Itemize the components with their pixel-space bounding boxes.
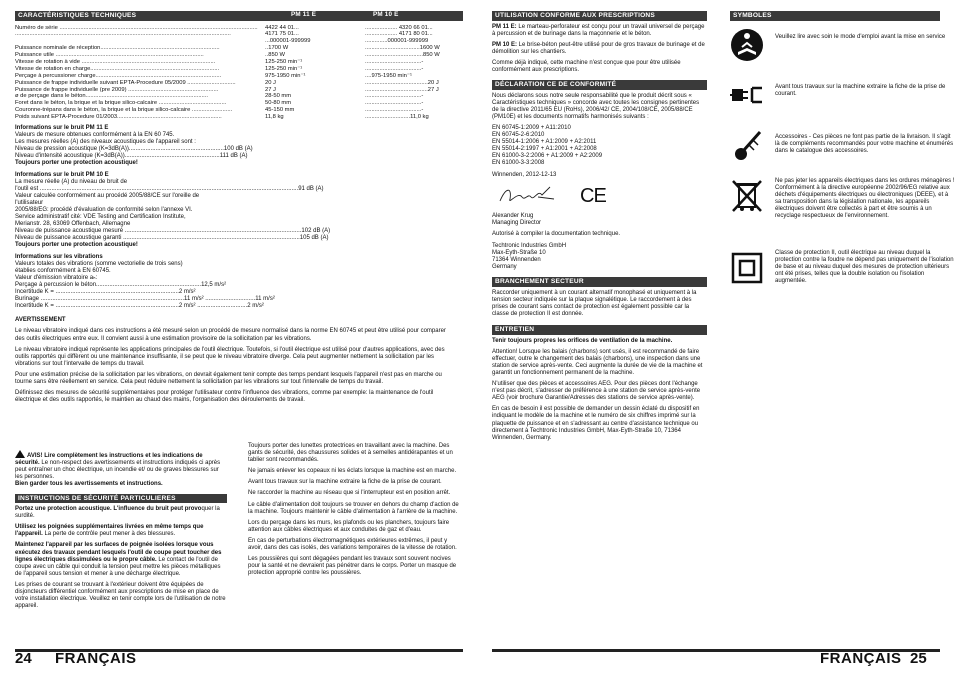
- spec-cell-l: Vitesse de rotation à vide ...................................................................................: [15, 58, 216, 65]
- spec-cell-v2: ...................................-: [365, 58, 424, 65]
- vibration-values: [15, 261, 463, 311]
- technical-data-section: [15, 11, 463, 404]
- use-para-2-text: Le brise-béton peut-être utilisé pour de gros travaux de burinage et de démolition sur les chantiers.: [492, 41, 705, 55]
- use-para-1: [492, 24, 707, 38]
- spec-cell-l: ø de perçage dans le béton............................................................................: [15, 93, 208, 100]
- spec-cell-l: Puissance de frappe individuelle suivant EPTA-Procedure 05/2009 ..............................: [15, 79, 236, 86]
- use-para-2-model: PM 10 E:: [492, 41, 518, 48]
- page-number: 25: [910, 650, 927, 667]
- keep-instructions: Bien garder tous les avertissements et instructions.: [15, 481, 163, 488]
- spec-row: [15, 45, 463, 52]
- vib-line: Incertitude K = ..........................................................................2 m/s²: [15, 289, 196, 296]
- n10-line: La mesure réelle (A) du niveau de bruit de: [15, 178, 128, 185]
- symbols-header: SYMBOLES: [730, 11, 940, 21]
- safety-para-1-bold: Portez une protection acoustique. L'influence du bruit peut provo: [15, 506, 202, 513]
- spec-row: [15, 100, 463, 107]
- left-footer: [15, 650, 463, 667]
- safety-para-2-bold: Utilisez les poignées supplémentaires livrées en même temps que l'appareil.: [15, 524, 204, 538]
- symbol-text-unplug: Avant tous travaux sur la machine extraire la fiche de la prise de courant.: [775, 84, 946, 97]
- n10-line: Service administratif cité: VDE Testing and Certification Institute,: [15, 214, 186, 221]
- safety-paragraph: Toujours porter des lunettes protectrices en travaillant avec la machine. Des gants de sécurité, des chaussures solides et à semelles antidérapantes et un tablier sont recommandés.: [248, 443, 453, 464]
- spec-row: [15, 73, 463, 80]
- maintenance-header: ENTRETIEN: [492, 325, 707, 335]
- spec-row: [15, 93, 463, 100]
- safety-paragraph: Avant tous travaux sur la machine extraire la fiche de la prise de courant.: [248, 479, 442, 486]
- spec-cell-l: Perçage à percussioner charge..............................................................................: [15, 72, 222, 79]
- column-pm11e: PM 11 E: [291, 11, 317, 18]
- spec-cell-v1: 11,8 kg: [265, 114, 284, 121]
- n11-line: Valeurs de mesure obtenues conformément à la EN 60 745.: [15, 132, 175, 139]
- spec-cell-v1: 20 J: [265, 79, 276, 86]
- warning-paragraph: Le niveau vibratoire indiqué représente les applications principales de l'outil électrique. Toutefois, si l'outil électrique est utilisé pour d'autres applications, avec des outils rapportés qui diffèrent ou une maintenance insuffisante, il se peut que le niveau vibratoire diverge. Cela peut augmenter nettement la sollicitation par les vibrations sur tout l'intervalle de temps du travail.: [15, 346, 445, 367]
- right-page: [477, 0, 954, 677]
- section-title: CARACTÉRISTIQUES TECHNIQUES: [18, 12, 137, 19]
- symbol-text-accessory: Accessoires - Ces pièces ne font pas partie de la livraison. Il s'agit là de compléments recommandés pour votre machine et énumérés dans le catalogue des accessoires.: [775, 134, 954, 154]
- spec-cell-v1: ..1700 W: [265, 45, 289, 52]
- weee-bin-icon: [730, 179, 764, 213]
- spec-cell-v1: 4171 75 01...: [265, 31, 299, 38]
- noise-pm11e-warning: Toujours porter une protection acoustique!: [15, 160, 138, 167]
- maintenance-bold: Tenir toujours propres les orifices de ventilation de la machine.: [492, 337, 673, 344]
- spec-row: [15, 59, 463, 66]
- spec-cell-v2: ..............000001-999999: [365, 38, 429, 45]
- safety-para-3-bold: Maintenez l'appareil par les surfaces de poignée isolées lorsque vous exécutez des travaux pendant lesquels l'outil de coupe peut toucher des lignes électriques dissimulées ou le propre câble.: [15, 542, 222, 563]
- page-language: FRANÇAIS: [55, 650, 137, 667]
- warning-text: [15, 328, 455, 404]
- symbol-text-weee: Ne pas jeter les appareils électriques dans les ordures ménagères ! Conformément à la directive européenne 2002/96/EG relative aux déchets d'équipements électriques ou électroniques (DEEE), et à sa transposition dans la législation nationale, les appareils électriques doivent être collectés à part et être soumis à un recyclage respectueux de l'environnement.: [775, 178, 954, 219]
- vib-line: Valeur d'émission vibratoire aₕ:: [15, 274, 98, 281]
- addr-line: Germany: [492, 264, 517, 271]
- n10-line: Niveau de puissance acoustique mesuré ..........................................................................................................102 dB (A): [15, 228, 331, 235]
- safety-para-1: [15, 506, 227, 520]
- vib-line: Burinage ......................................................................................11 m/s² ..............................11 m/s²: [15, 296, 275, 303]
- n10-line: 2005/88/EG: procédé d'évaluation de conformité selon l'annexe VI.: [15, 207, 193, 213]
- company-address: [492, 243, 707, 271]
- n10-line: Merianstr. 28, 63069 Offenbach, Allemagne: [15, 221, 131, 228]
- n11-line: Niveau de pression acoustique (K=3dB(A)).........................................................100 dB (A): [15, 146, 253, 153]
- declaration-header: DÉCLARATION CE DE CONFORMITÉ: [492, 80, 707, 90]
- vibration-title: Informations sur les vibrations: [15, 253, 103, 260]
- use-para-2: [492, 42, 707, 56]
- spec-row: [15, 114, 463, 121]
- noise-pm10e-values: [15, 179, 463, 243]
- spec-cell-l: Vitesse de rotation en charge................................................................................: [15, 65, 220, 72]
- norms-line: EN 60745-2-6:2010: [492, 132, 545, 139]
- spec-cell-l: Puissance de frappe individuelle (pre 2009) ........................................................: [15, 86, 219, 93]
- spec-cell-v2: ...................................-: [365, 100, 424, 107]
- unplug-icon: [730, 78, 764, 112]
- safety-paragraph: Les poussières qui sont dégagées pendant les travaux sont souvent nocives pour la santé et ne devraient pas pénétrer dans le corps. Porter un masque de protection approprié contre les poussières.: [248, 556, 457, 577]
- spec-cell-v2: .......................................27 J: [365, 86, 439, 93]
- norms-line: EN 61000-3-3:2008: [492, 160, 545, 167]
- safety-header: INSTRUCTIONS DE SÉCURITÉ PARTICULIERES: [15, 494, 227, 504]
- safety-paragraph: Le câble d'alimentation doit toujours se trouver en dehors du champ d'action de la machine. Toujours maintenir le câble d'alimentation à l'arrière de la machine.: [248, 501, 459, 515]
- spec-cell-v2: ...................................-: [365, 107, 424, 114]
- safety-para-4: Les prises de courant se trouvant à l'extérieur doivent être équipées de disjoncteurs différentiel conformément aux prescriptions de mise en place de votre installation électrique. Veuillez en tenir compte lors de l'utilisation de notre appareil.: [15, 581, 226, 610]
- addr-line: 71364 Winnenden: [492, 257, 541, 264]
- safety-para-2: [15, 524, 227, 538]
- safety-paragraph: Lors du perçage dans les murs, les plafonds ou les planchers, toujours faire attention aux câbles électriques et aux conduites de gaz et d'eau.: [248, 519, 450, 533]
- spec-table: [15, 25, 463, 121]
- spec-cell-l: Puissance nominale de réception..........................................................................: [15, 45, 220, 52]
- spec-row: [15, 107, 463, 114]
- page-language: FRANÇAIS: [820, 650, 902, 667]
- class-ii-icon: [730, 251, 764, 285]
- declaration-text: Nous déclarons sous notre seule responsabilité que le produit décrit sous « Caractéristiques techniques » concorde avec toutes les consignes pertinentes de la directive 2011/65 EU (RoHs), 2006/42/ CE, 2004/108/CE, 2005/88/CE (PM10E) et les documents normatifs harmonisés suivants :: [492, 92, 700, 120]
- addr-line: Max-Eyth-Straße 10: [492, 249, 546, 256]
- noise-pm10e-title: Informations sur le bruit PM 10 E: [15, 171, 109, 178]
- spec-cell-v2: ....................................850 W: [365, 52, 440, 59]
- safety-paragraph: En cas de perturbations électromagnétiques extérieures extrêmes, il peut y avoir, dans des cas isolés, des variations temporaires de la vitesse de rotation.: [248, 537, 457, 552]
- n10-line: Niveau de puissance acoustique garanti ..........................................................................................................105 dB (A): [15, 235, 329, 242]
- noise-pm10e-warning: Toujours porter une protection acoustique!: [15, 242, 138, 249]
- safety-para-1-text: quer la surdité.: [15, 506, 220, 520]
- intended-use-header: UTILISATION CONFORME AUX PRESCRIPTIONS: [492, 11, 707, 21]
- spec-cell-v1: 125-250 min⁻¹: [265, 58, 303, 65]
- spec-cell-l: Poids suivant EPTA-Procedure 01/2003.................................................................: [15, 114, 222, 121]
- mains-connection-header: BRANCHEMENT SECTEUR: [492, 277, 707, 287]
- spec-cell-l: Puissance utile ............................................................................................: [15, 52, 204, 59]
- right-footer: [492, 650, 940, 667]
- symbol-text-manual: Veuillez lire avec soin le mode d'emploi avant la mise en service: [775, 34, 946, 40]
- spec-cell-v2: .................... 4320 66 01...: [365, 24, 433, 31]
- spec-cell-v1: 50-80 mm: [265, 100, 292, 107]
- spec-row: [15, 66, 463, 73]
- spec-cell-v2: ...................................-: [365, 65, 424, 72]
- general-warning-text: [15, 443, 227, 481]
- n10-line: Valeur calculée conformément au procédé 2005/88/CE sur l'oreille de: [15, 192, 200, 199]
- safety-paragraph: Ne jamais enlever les copeaux ni les éclats lorsque la machine est en marche.: [248, 468, 457, 475]
- norms-list: [492, 125, 707, 168]
- use-para-3: Comme déjà indiqué, cette machine n'est conçue que pour être utilisée conformément aux prescriptions.: [492, 59, 681, 73]
- spec-cell-v2: ............................11,0 kg: [365, 114, 429, 121]
- warning-body: Le non-respect des avertissements et instructions indiqués ci après peut entraîner un choc électrique, un incendie et/ ou de graves blessures sur les personnes.: [15, 460, 221, 481]
- warning-title: AVERTISSEMENT: [15, 317, 66, 324]
- spec-cell-v1: 4422 44 01...: [265, 24, 299, 31]
- warning-triangle-icon: [15, 450, 25, 458]
- spec-cell-v2: .................... 4171 80 01...: [365, 31, 433, 38]
- warning-bold: AVIS! Lire complètement les instructions et les indications de sécurité.: [15, 453, 203, 467]
- signature-image: [498, 183, 558, 209]
- ce-mark: CE: [580, 184, 606, 207]
- spec-row: [15, 25, 463, 32]
- spec-cell-l: ......................................................................................................................................: [15, 31, 231, 38]
- maintenance-paragraph: N'utiliser que des pièces et accessoires AEG. Pour des pièces dont l'échange n'est pas décrit, s'adresser de préférence à une station de service après-vente AEG (voir brochure Garantie/Adresses des stations de service après-vente).: [492, 381, 701, 402]
- spec-cell-v1: 125-250 min⁻¹: [265, 65, 303, 72]
- safety-para-3-text: Le contact de l'outil de coupe avec un câble qui conduit la tension peut mettre les pièces métalliques de l'appareil sous tension et mener à une décharge électrique.: [15, 556, 221, 577]
- spec-row: [15, 80, 463, 87]
- noise-pm11e-values: [15, 132, 463, 160]
- signer-authorization: Autorisé à compiler la documentation technique.: [492, 230, 621, 237]
- vib-line: Perçage à percussion le béton...............................................................12,5 m/s²: [15, 281, 227, 288]
- maintenance-paragraph: Attention! Lorsque les balais (charbons) sont usés, il est recommandé de faire effectuer, outre le changement des balais (charbons), une inspection dans une station de service après-vente. Ceci augmente la durée de vie de la machine et garantit un fonctionnement permanent de la machine.: [492, 348, 703, 376]
- use-para-1-model: PM 11 E:: [492, 23, 517, 30]
- spec-cell-v2: ...................................-: [365, 93, 424, 100]
- safety-para-3: [15, 542, 227, 577]
- safety-paragraph: Ne raccorder la machine au réseau que si l'interrupteur est en position arrêt.: [248, 490, 451, 497]
- spec-cell-v2: ....975-1950 min⁻¹: [365, 72, 412, 79]
- symbols-column: [730, 11, 954, 284]
- signer-name: Alexander Krug: [492, 212, 534, 219]
- safety-column-2: [248, 443, 463, 581]
- norms-line: EN 60745-1:2009 + A11:2010: [492, 124, 571, 131]
- norms-line: EN 55014-1:2006 + A1:2009 + A2:2011: [492, 139, 597, 146]
- warning-paragraph: Pour une estimation précise de la sollicitation par les vibrations, on devrait également tenir compte des temps pendant lesquels l'appareil n'est pas en marche ou tourne sans être réellement en service. Cela peut réduire nettement la sollicitation par les vibrations sur tout l'intervalle de temps du travail.: [15, 371, 442, 385]
- accessory-icon: [730, 128, 764, 162]
- signature-area: [492, 179, 707, 213]
- page-number: 24: [15, 650, 32, 667]
- mains-connection-text: Raccorder uniquement à un courant alternatif monophasé et uniquement à la tension secteur indiquée sur la plaque signalétique. Le raccordement à des prises de courant sans contact de protection est également possible car la classe de protection II est donnée.: [492, 289, 697, 318]
- spec-cell-l: Couronne-trépans dans le béton, la brique et la brique silico-calcaire .........................: [15, 107, 233, 114]
- noise-pm11e-title: Informations sur le bruit PM 11 E: [15, 124, 109, 131]
- use-para-1-text: Le marteau-perforateur est conçu pour un travail universel de perçage à percussion et de burinage dans la maçonnerie et le béton.: [492, 23, 705, 37]
- spec-row: [15, 38, 463, 45]
- spec-cell-v1: 975-1950 min⁻¹: [265, 72, 306, 79]
- vib-line: Valeurs totales des vibrations (somme vectorielle de trois sens): [15, 260, 183, 267]
- spec-cell-v1: ...000001-999999: [265, 38, 311, 45]
- spec-row: [15, 31, 463, 38]
- maintenance-paragraph: En cas de besoin il est possible de demander un dessin éclaté du dispositif en indiquant le modèle de la machine et le numéro de six chiffres imprimé sur la plaquette de puissance et en s'adressant au centre d'assistance technique ou directement à Techtronic Industries GmbH, Max-Eyth-Straße 10, 71364 Winnenden, Germany.: [492, 406, 700, 441]
- general-warning-block: [15, 443, 227, 610]
- safety-para-2-text: La perte de contrôle peut mener à des blessures.: [42, 531, 176, 538]
- spec-cell-v1: 45-150 mm: [265, 107, 295, 114]
- warning-paragraph: Le niveau vibratoire indiqué dans ces instructions a été mesuré selon un procédé de mesure normalisé dans la norme EN 60745 et peut être utilisé pour comparer des outils électriques entre eux. Il convient aussi à une estimation provisoire de la sollicitation par les vibrations.: [15, 328, 446, 342]
- maintenance-text: [492, 349, 707, 442]
- spec-cell-l: Foret dans le béton, la brique et la brique silico-calcaire ..........................................: [15, 100, 227, 107]
- vib-line: établies conformément à EN 60745.: [15, 267, 111, 274]
- warning-paragraph: Définissez des mesures de sécurité supplémentaires pour protéger l'utilisateur contre l'influence des vibrations, comme par exemple: la maintenance de l'outil électrique et des outils rapportés, le maintien au chaud des mains, l'organisation des déroulements de travail.: [15, 390, 434, 404]
- n11-line: Niveau d'intensité acoustique (K=3dB(A)).........................................................111 dB (A): [15, 153, 248, 160]
- spec-cell-v2: .......................................20 J: [365, 79, 439, 86]
- symbol-text-class-ii: Classe de protection II, outil électrique au niveau duquel la protection contre la foudre ne dépend pas uniquement de l'isolation de base et au niveau duquel des mesures de protection ultérieurs ont été prises, telles que la double isolation ou l'isolation augmentée.: [775, 250, 954, 284]
- spec-cell-v1: 27 J: [265, 86, 276, 93]
- spec-row: [15, 87, 463, 94]
- read-manual-icon: [730, 28, 764, 62]
- addr-line: Techtronic Industries GmbH: [492, 242, 567, 249]
- column-pm10e: PM 10 E: [373, 11, 399, 18]
- spec-cell-v2: ..................................1600 W: [365, 45, 440, 52]
- n10-line: l'utilisateur: [15, 199, 44, 206]
- norms-line: EN 61000-3-2:2006 + A1:2009 + A2:2009: [492, 153, 603, 160]
- n11-line: Les mesures réelles (A) des niveaux acoustiques de l'appareil sont :: [15, 139, 196, 146]
- vib-line: Incertitude K = ..........................................................................2 m/s² ..............................2 m/s²: [15, 303, 264, 310]
- norms-line: EN 55014-2:1997 + A1:2001 + A2:2008: [492, 146, 597, 153]
- signer-role: Managing Director: [492, 219, 542, 226]
- spec-row: [15, 52, 463, 59]
- n10-line: l'outil est ...........................................................................................................................................................91 dB (A): [15, 185, 324, 192]
- technical-data-header: [15, 11, 463, 21]
- spec-cell-v1: ..850 W: [265, 52, 285, 59]
- right-text-column: [492, 11, 707, 442]
- spec-cell-v1: 28-50 mm: [265, 93, 292, 100]
- spec-cell-l: Numéro de série ...........................................................................................................................: [15, 24, 258, 31]
- declaration-place-date: Winnenden, 2012-12-13: [492, 171, 557, 178]
